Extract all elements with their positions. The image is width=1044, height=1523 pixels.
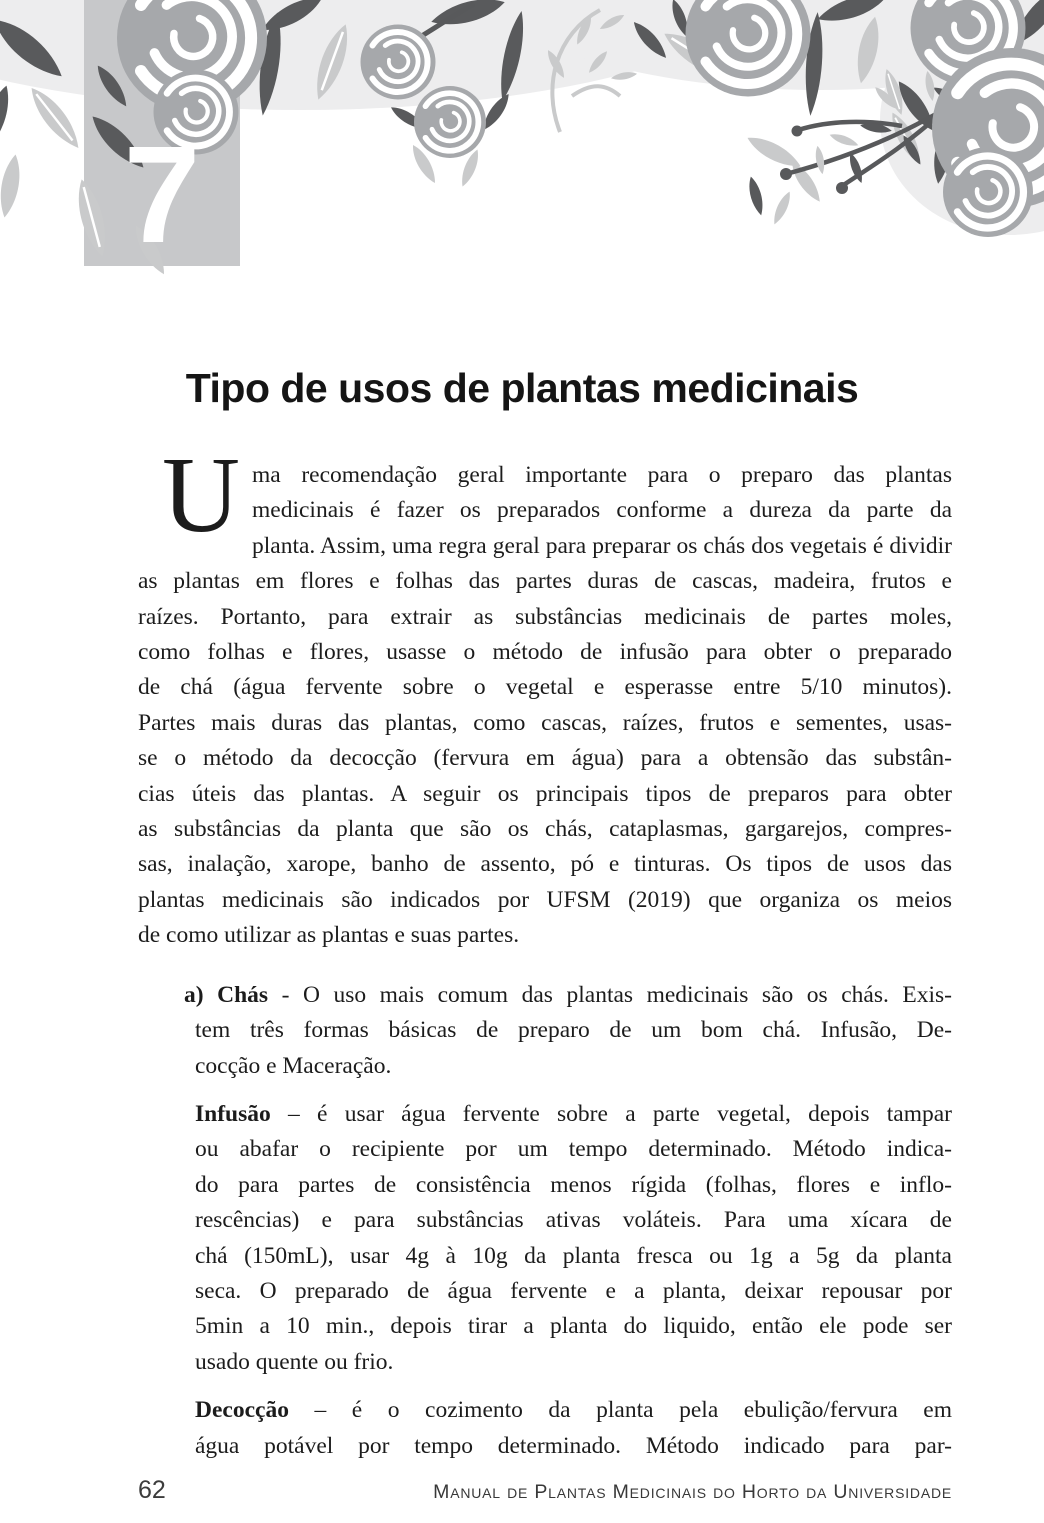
text-line: tem três formas básicas de preparo de um bom chá. Infusão, De- bbox=[195, 1017, 952, 1044]
text-line: medicinais é fazer os preparados conforme a dureza da parte da bbox=[252, 497, 952, 524]
body-text bbox=[138, 436, 953, 1464]
text-line: 5min a 10 min., depois tirar a planta do liquido, então ele pode ser bbox=[195, 1313, 952, 1340]
list-item-lines bbox=[195, 1013, 952, 1084]
text-line: ou abafar o recipiente por um tempo determinado. Método indica- bbox=[195, 1136, 952, 1163]
text-line: cias úteis das plantas. A seguir os principais tipos de preparos para obter bbox=[138, 780, 952, 807]
rose-icon bbox=[943, 147, 1033, 237]
text-line: seca. O preparado de água fervente e a planta, deixar repousar por bbox=[195, 1277, 952, 1304]
text-line: as substâncias da planta que são os chás, cataplasmas, gargarejos, compres- bbox=[138, 816, 952, 843]
text-line: chá (150mL), usar 4g à 10g da planta fresca ou 1g a 5g da planta bbox=[195, 1242, 952, 1269]
text-line: planta. Assim, uma regra geral para preparar os chás dos vegetais é dividir bbox=[252, 532, 952, 559]
text-line: de como utilizar as plantas e suas partes. bbox=[138, 922, 520, 949]
infusion-term: Infusão bbox=[195, 1100, 271, 1127]
infusion-paragraph bbox=[195, 1097, 952, 1380]
page-footer bbox=[138, 1476, 952, 1505]
text-line: do para partes de consistência menos rígida (folhas, flores e inflo- bbox=[195, 1171, 952, 1198]
running-footer-title: Manual de Plantas Medicinais do Horto da Universidade bbox=[433, 1481, 952, 1503]
list-item-text: - O uso mais comum das plantas medicinais são os chás. Exis- bbox=[268, 981, 953, 1008]
text-line: cocção e Maceração. bbox=[195, 1052, 392, 1079]
text-line: rescências) e para substâncias ativas voláteis. Para uma xícara de bbox=[195, 1207, 952, 1234]
page-number: 62 bbox=[138, 1476, 166, 1504]
intro-lines bbox=[138, 436, 952, 954]
text-line: sas, inalação, xarope, banho de assento, pó e tinturas. Os tipos de usos das bbox=[138, 851, 952, 878]
text-line: raízes. Portanto, para extrair as substâncias medicinais de partes moles, bbox=[138, 603, 952, 630]
text-line: água potável por tempo determinado. Método indicado para par- bbox=[195, 1432, 952, 1459]
intro-paragraph bbox=[138, 436, 952, 954]
rose-icon bbox=[414, 86, 486, 158]
decoction-text: – é o cozimento da planta pela ebulição/fervura em bbox=[288, 1397, 952, 1424]
list-item-marker: a) Chás bbox=[184, 981, 269, 1008]
decoction-lines bbox=[195, 1429, 952, 1464]
infusion-text: – é usar água fervente sobre a parte vegetal, depois tampar bbox=[270, 1100, 952, 1127]
list-item-a bbox=[184, 978, 953, 1084]
text-line bbox=[195, 1097, 952, 1132]
rosebud-icon bbox=[361, 25, 436, 100]
text-line: como folhas e flores, usasse o método de infusão para obter o preparado bbox=[138, 639, 952, 666]
text-line: as plantas em flores e folhas das partes duras de cascas, madeira, frutos e bbox=[138, 568, 952, 595]
text-line: usado quente ou frio. bbox=[195, 1348, 394, 1375]
text-line: Partes mais duras das plantas, como cascas, raízes, frutos e sementes, usas- bbox=[138, 709, 952, 736]
chapter-number: 7 bbox=[123, 118, 201, 272]
text-line: plantas medicinais são indicados por UFSM (2019) que organiza os meios bbox=[138, 886, 952, 913]
text-line: ma recomendação geral importante para o preparo das plantas bbox=[252, 462, 952, 488]
decoction-paragraph bbox=[195, 1393, 952, 1464]
text-line: se o método da decocção (fervura em água) para a obtensão das substân- bbox=[138, 745, 952, 772]
drop-cap: U bbox=[162, 436, 240, 555]
text-line bbox=[184, 978, 953, 1013]
infusion-lines bbox=[195, 1132, 952, 1380]
text-line: de chá (água fervente sobre o vegetal e esperasse entre 5/10 minutos). bbox=[138, 674, 952, 701]
text-line bbox=[195, 1393, 952, 1428]
page-title: Tipo de usos de plantas medicinais bbox=[185, 365, 859, 412]
decoction-term: Decocção bbox=[195, 1397, 289, 1424]
